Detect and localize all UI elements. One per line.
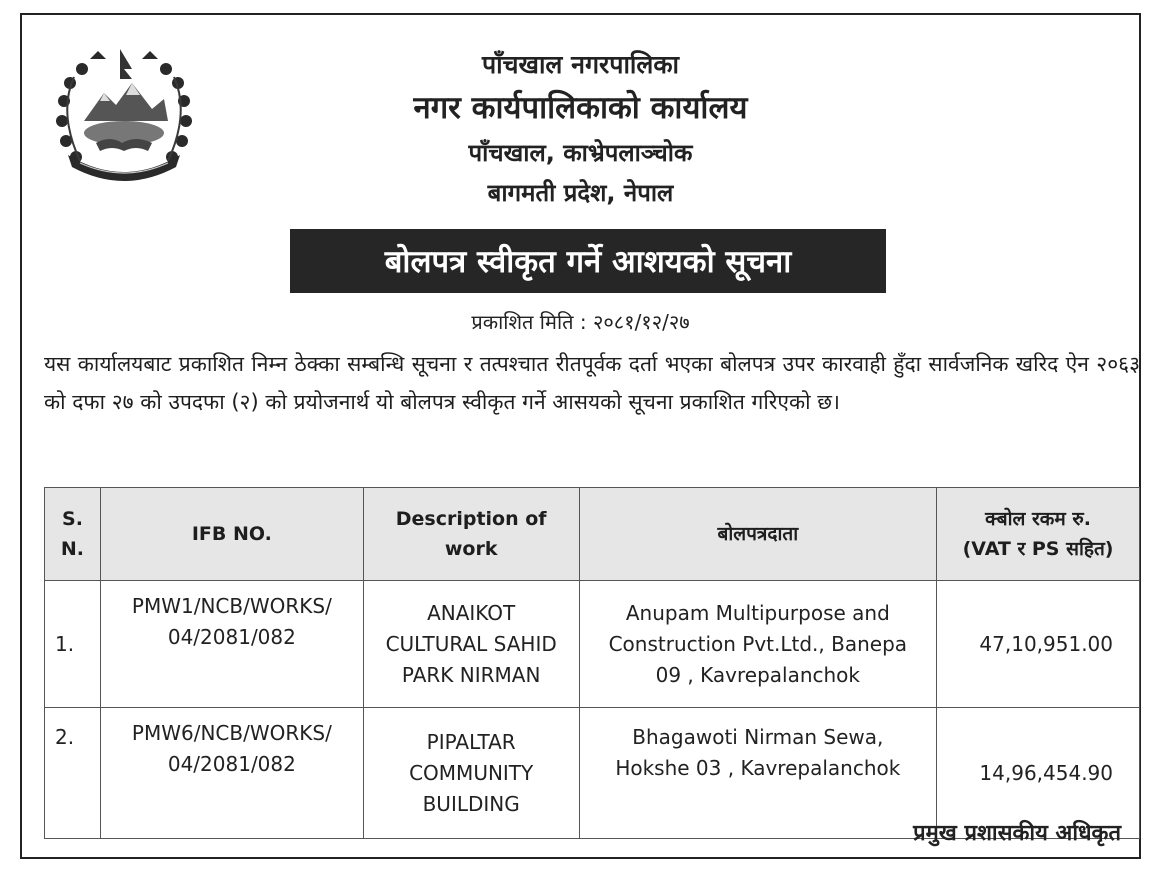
header-desc-line1: Description of [395, 508, 547, 530]
row-ifb [100, 708, 363, 839]
header-amount [937, 488, 1140, 581]
header-amount-line2: (VAT र PS सहित) [962, 538, 1114, 560]
header-sn [45, 488, 101, 581]
header-bidder: बोलपत्रदाता [579, 488, 937, 581]
table-header-row [45, 488, 1140, 581]
row-description [363, 708, 579, 839]
ifb-line1: PMW1/NCB/WORKS/ [131, 594, 332, 618]
desc-line2: CULTURAL SAHID [385, 631, 557, 656]
intro-paragraph: यस कार्यालयबाट प्रकाशित निम्न ठेक्का सम्बन्धि सूचना र तत्पश्चात रीतपूर्वक दर्ता भएका बोलपत्र उपर कारवाही हुँदा सार्वजनिक खरिद ऐन २०६३ को दफा २७ को उपदफा (२) को प्रयोजनार्थ यो बोलपत्र स्वीकृत गर्ने आसयको सूचना प्रकाशित गरिएको छ। [44, 352, 1140, 414]
notice-frame [20, 13, 1141, 859]
header-sn-line2: N. [60, 538, 85, 560]
row-bidder [579, 581, 937, 708]
desc-line2: COMMUNITY [409, 760, 534, 785]
ifb-line1: PMW6/NCB/WORKS/ [131, 721, 332, 745]
office-address: पाँचखाल, काभ्रेपलाञ्चोक [468, 139, 693, 167]
header-sn-line1: S. [62, 508, 83, 530]
header-description [363, 488, 579, 581]
desc-line3: PARK NIRMAN [401, 662, 541, 687]
province-country: बागमती प्रदेश, नेपाल [487, 179, 674, 207]
published-date: प्रकाशित मिति : २०८१/१२/२७ [471, 310, 690, 334]
desc-line1: ANAIKOT [427, 600, 516, 625]
office-name: नगर कार्यपालिकाको कार्यालय [413, 90, 748, 126]
bidder-line1: Anupam Multipurpose and [625, 600, 890, 625]
row-amount: 47,10,951.00 [937, 581, 1140, 708]
table-row [45, 581, 1140, 708]
ifb-line2: 04/2081/082 [167, 752, 296, 776]
signature-title: प्रमुख प्रशासकीय अधिकृत [913, 821, 1121, 846]
bidder-line2: Construction Pvt.Ltd., Banepa [608, 631, 908, 656]
office-header [22, 47, 1139, 213]
row-sn: 2. [45, 708, 101, 839]
ifb-line2: 04/2081/082 [167, 625, 296, 649]
header-ifb: IFB NO. [100, 488, 363, 581]
bid-acceptance-table [44, 487, 1140, 839]
bidder-line1: Bhagawoti Nirman Sewa, [632, 725, 884, 749]
municipality-name: पाँचखाल नगरपालिका [481, 50, 680, 79]
desc-line3: BUILDING [422, 791, 520, 816]
header-amount-line1: क्बोल रकम रु. [985, 508, 1091, 530]
notice-title-banner: बोलपत्र स्वीकृत गर्ने आशयको सूचना [290, 229, 886, 293]
header-desc-line2: work [444, 538, 498, 560]
row-sn: 1. [45, 581, 101, 708]
bidder-line3: 09 , Kavrepalanchok [655, 662, 861, 687]
row-description [363, 581, 579, 708]
row-bidder [579, 708, 937, 839]
row-ifb [100, 581, 363, 708]
bidder-line2: Hokshe 03 , Kavrepalanchok [615, 756, 901, 780]
desc-line1: PIPALTAR [426, 729, 516, 754]
row-amount: 14,96,454.90 [937, 708, 1140, 839]
